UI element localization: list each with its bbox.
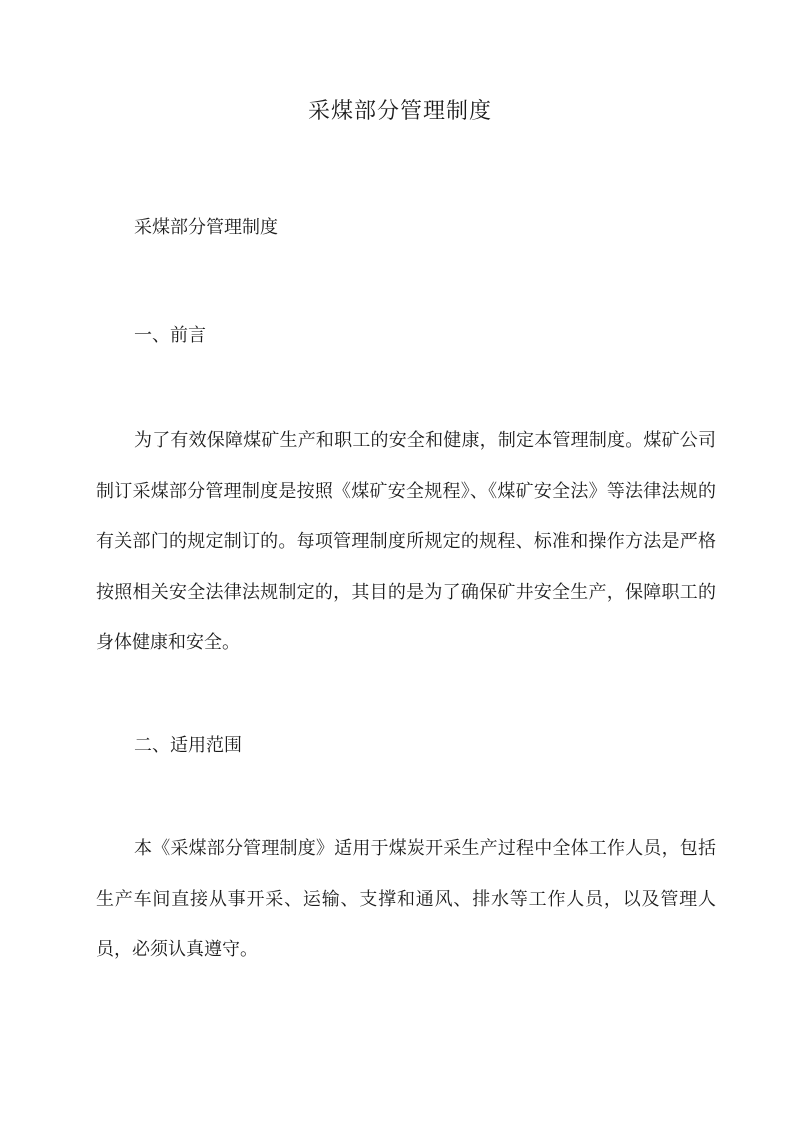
section-body-scope: 本《采煤部分管理制度》适用于煤炭开采生产过程中全体工作人员，包括生产车间直接从事开采、运输、支撑和通风、排水等工作人员，以及管理人员，必须认真遵守。 [96, 838, 716, 960]
section-body-preface: 为了有效保障煤矿生产和职工的安全和健康，制定本管理制度。煤矿公司制订采煤部分管理制度是按照《煤矿安全规程》、《煤矿安全法》等法律法规的有关部门的规定制订的。每项管理制度所规定的规程、标准和操作方法是严格按照相关安全法律法规制定的，其目的是为了确保矿井安全生产，保障职工的身体健康和安全。 [96, 430, 716, 653]
section-heading-scope: 二、适用范围 [134, 735, 242, 756]
document-subtitle: 采煤部分管理制度 [134, 217, 278, 238]
document-title: 采煤部分管理制度 [307, 99, 492, 124]
section-heading-preface: 一、前言 [134, 325, 206, 346]
